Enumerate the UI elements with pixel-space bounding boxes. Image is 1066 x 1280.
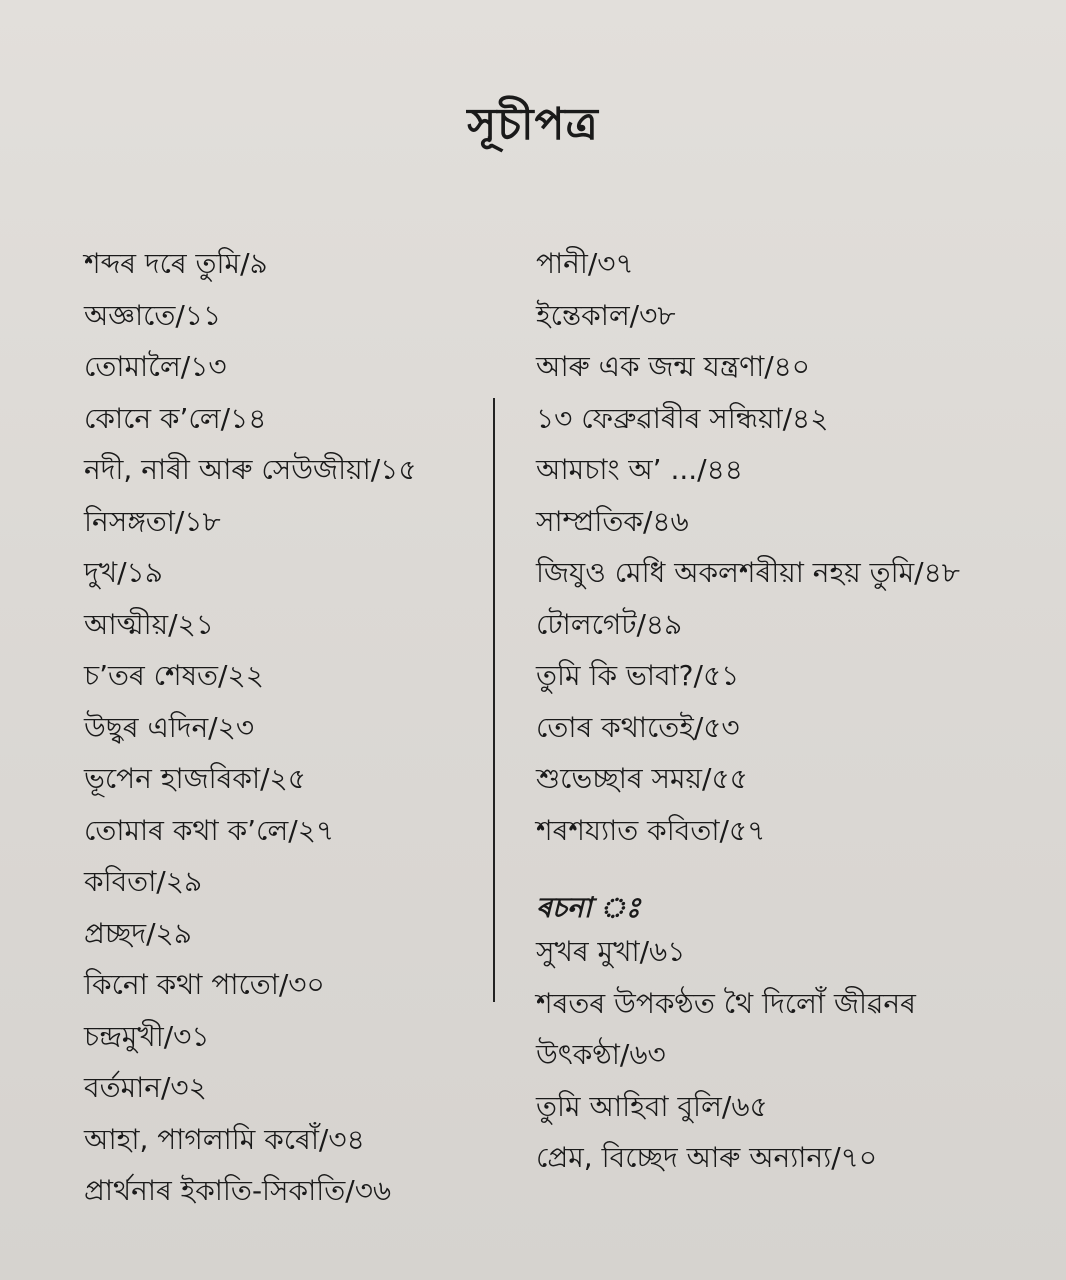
page-title: সূচীপত্ৰ	[467, 99, 599, 151]
contents-entry: কিনো কথা পাতো/৩০	[84, 968, 325, 1001]
contents-entry: সাম্প্ৰতিক/৪৬	[536, 504, 689, 538]
column-divider	[493, 398, 495, 1002]
contents-entry: পানী/৩৭	[536, 247, 634, 280]
contents-entry: ভূপেন হাজৰিকা/২৫	[84, 762, 306, 795]
contents-entry: আত্মীয়/২১	[84, 607, 214, 641]
contents-entry: আহা, পাগলামি কৰোঁ/৩৪	[84, 1122, 365, 1156]
contents-entry: তুমি কি ভাবা?/৫১	[536, 659, 740, 692]
contents-entry: আৰু এক জন্ম যন্ত্ৰণা/৪০	[536, 350, 811, 383]
contents-entry: শব্দৰ দৰে তুমি/৯	[84, 247, 268, 280]
contents-entry: তোমালৈ/১৩	[84, 350, 227, 383]
contents-entry: প্ৰেম, বিচ্ছেদ আৰু অন্যান্য/৭০	[536, 1141, 878, 1174]
contents-entry: চ’তৰ শেষত/২২	[84, 659, 264, 692]
contents-entry: চন্দ্ৰমুখী/৩১	[84, 1019, 210, 1053]
contents-entry: সুখৰ মুখা/৬১	[536, 935, 686, 968]
contents-entry: তুমি আহিবা বুলি/৬৫	[536, 1089, 768, 1123]
section-heading: ৰচনা ঃ	[536, 891, 641, 924]
contents-entry: অজ্ঞাতে/১১	[84, 298, 222, 332]
contents-entry: টোলগেট/৪৯	[536, 607, 683, 641]
contents-entry: শৰতৰ উপকণ্ঠত থৈ দিলোঁ জীৱনৰ	[536, 986, 916, 1020]
contents-entry: উছ্বৰ এদিন/২৩	[84, 710, 255, 744]
contents-entry: কবিতা/২৯	[84, 865, 203, 898]
section-spacer	[536, 856, 1036, 880]
contents-entry: প্ৰচ্ছদ/২৯	[84, 916, 192, 950]
contents-entry: কোনে ক’লে/১৪	[84, 401, 267, 435]
contents-entry: শুভেচ্ছাৰ সময়/৫৫	[536, 762, 748, 795]
contents-entry: তোৰ কথাতেই/৫৩	[536, 710, 740, 744]
contents-entry: ১৩ ফেব্ৰুৱাৰীৰ সন্ধিয়া/৪২	[536, 401, 829, 435]
contents-entry: তোমাৰ কথা ক’লে/২৭	[84, 813, 335, 847]
contents-entry: দুখ/১৯	[84, 556, 163, 589]
contents-entry: ইন্তেকাল/৩৮	[536, 298, 676, 332]
contents-column-right	[536, 238, 1036, 1184]
contents-entry: প্ৰাৰ্থনাৰ ইকাতি-সিকাতি/৩৬	[84, 1174, 392, 1207]
contents-entry: নিসঙ্গতা/১৮	[84, 504, 221, 538]
contents-entry: বৰ্তমান/৩২	[84, 1071, 207, 1104]
contents-entry: আমচাং অ’ .../৪৪	[536, 453, 743, 486]
contents-entry: শৰশয্যাত কবিতা/৫৭	[536, 813, 766, 847]
contents-entry: উৎকণ্ঠা/৬৩	[536, 1038, 666, 1071]
contents-entry: জিযুও মেধি অকলশৰীয়া নহয় তুমি/৪৮	[536, 556, 960, 589]
contents-entry: নদী, নাৰী আৰু সেউজীয়া/১৫	[84, 453, 417, 486]
contents-column-left	[84, 238, 484, 1217]
